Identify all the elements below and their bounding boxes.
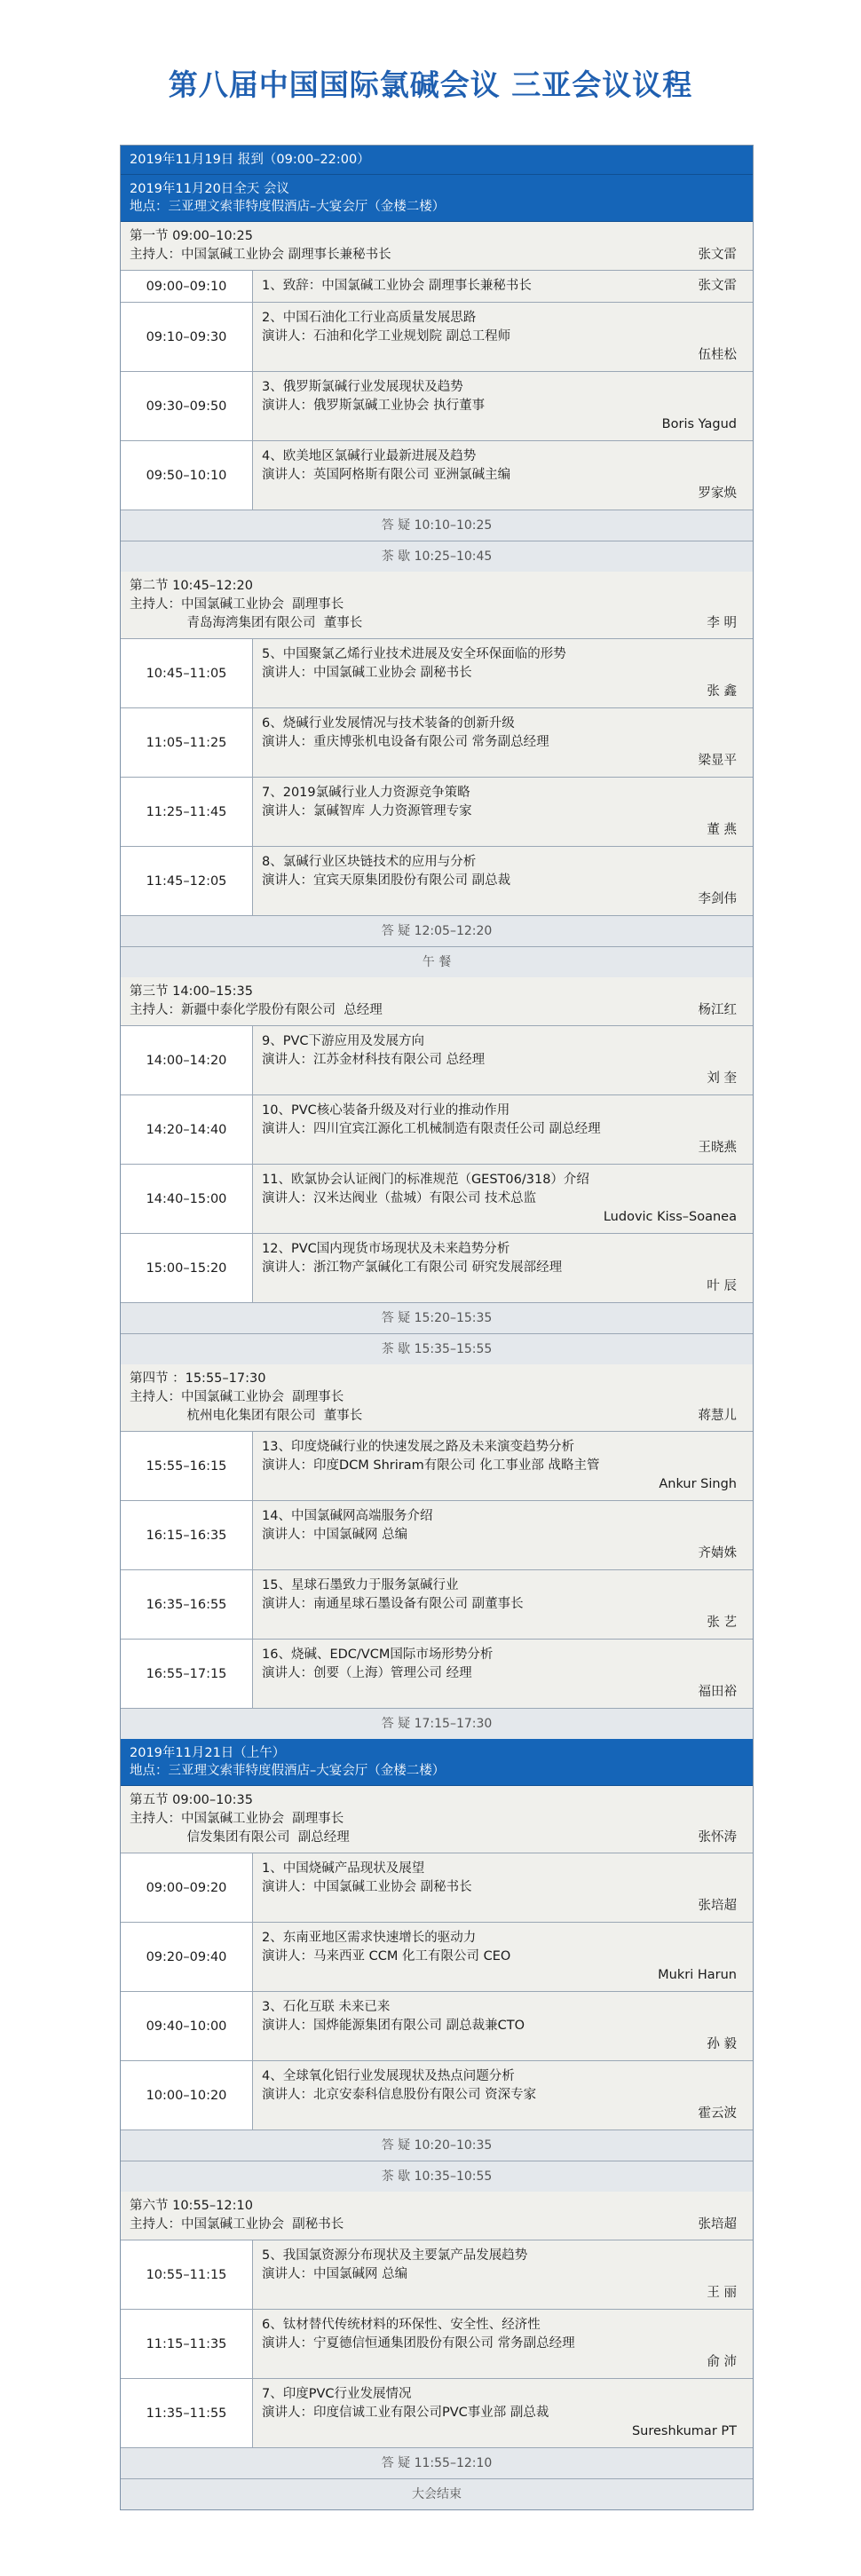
speaker-affiliation: 演讲人：中国氯碱工业协会 副秘书长	[262, 666, 472, 680]
host-text: 主持人：中国氯碱工业协会 副理事长	[130, 1812, 344, 1826]
talk-content	[253, 2240, 753, 2309]
qa-break: 答 疑 17:15–17:30	[121, 1709, 753, 1739]
talk-time: 14:00–14:20	[121, 1026, 253, 1094]
speaker-name: 齐婧姝	[698, 1546, 737, 1561]
qa-break: 答 疑 10:20–10:35	[121, 2130, 753, 2161]
talk-row	[121, 847, 753, 916]
speaker-affiliation: 演讲人：英国阿格斯有限公司 亚洲氯碱主编	[262, 468, 511, 482]
talk-title: 5、我国氯资源分布现状及主要氯产品发展趋势	[262, 2248, 528, 2263]
talk-title: 3、石化互联 未来已来	[262, 2000, 391, 2014]
talk-content	[253, 847, 753, 915]
speaker-line	[262, 466, 744, 485]
speaker-affiliation: 演讲人：江苏金材科技有限公司 总经理	[262, 1053, 486, 1067]
talk-time: 15:55–16:15	[121, 1432, 253, 1500]
section-header	[121, 977, 753, 1026]
section-header	[121, 222, 753, 271]
qa-break: 答 疑 12:05–12:20	[121, 916, 753, 947]
section-title: 第一节 09:00–10:25	[130, 229, 253, 243]
talk-row	[121, 441, 753, 510]
talk-time: 16:15–16:35	[121, 1501, 253, 1569]
talk-row	[121, 1570, 753, 1640]
speaker-affiliation: 演讲人：马来西亚 CCM 化工有限公司 CEO	[262, 1949, 511, 1964]
speaker-affiliation: 演讲人：北京安泰科信息股份有限公司 资深专家	[262, 2088, 537, 2102]
speaker-line	[262, 1120, 744, 1139]
talk-row	[121, 2061, 753, 2130]
speaker-name: 叶 辰	[707, 1279, 737, 1293]
talk-time: 14:40–15:00	[121, 1165, 253, 1233]
talk-content	[253, 2379, 753, 2447]
talk-title: 8、氯碱行业区块链技术的应用与分析	[262, 855, 477, 869]
day2-date: 2019年11月21日（上午）	[130, 1746, 286, 1760]
speaker-name: 王 丽	[707, 2286, 737, 2300]
registration-banner	[121, 146, 753, 175]
host-text: 主持人：中国氯碱工业协会 副秘书长	[130, 2217, 344, 2232]
speaker-name: Sureshkumar PT	[631, 2424, 737, 2438]
talk-title: 5、中国聚氯乙烯行业技术进展及安全环保面临的形势	[262, 647, 566, 661]
host-text: 主持人：中国氯碱工业协会 副理事长	[130, 1390, 344, 1404]
talk-time: 11:35–11:55	[121, 2379, 253, 2447]
talk-title: 6、钛材替代传统材料的环保性、安全性、经济性	[262, 2318, 541, 2332]
speaker-affiliation: 演讲人：氯碱智库 人力资源管理专家	[262, 804, 472, 818]
talk-time: 09:30–09:50	[121, 372, 253, 440]
speaker-affiliation: 演讲人：浙江物产氯碱化工有限公司 研究发展部经理	[262, 1260, 563, 1275]
speaker-name: 孙 毅	[707, 2037, 737, 2051]
talk-row	[121, 2379, 753, 2448]
talk-content	[253, 1234, 753, 1302]
host-text: 主持人：中国氯碱工业协会 副理事长	[130, 597, 344, 612]
talk-title: 2、东南亚地区需求快速增长的驱动力	[262, 1931, 477, 1945]
host-line	[130, 1001, 744, 1020]
talk-content	[253, 639, 753, 707]
speaker-name: 张 鑫	[707, 684, 737, 699]
talk-title: 3、俄罗斯氯碱行业发展现状及趋势	[262, 380, 463, 394]
host-line	[130, 2216, 744, 2234]
talk-time: 10:55–11:15	[121, 2240, 253, 2309]
section-title: 第五节 09:00–10:35	[130, 1793, 253, 1807]
host-name: 张文雷	[698, 248, 737, 262]
speaker-name: 霍云波	[698, 2106, 737, 2121]
speaker-name: 俞 沛	[707, 2355, 737, 2369]
speaker-affiliation: 演讲人：四川宜宾江源化工机械制造有限责任公司 副总经理	[262, 1122, 601, 1136]
speaker-line	[262, 1457, 744, 1475]
day1-banner	[121, 175, 753, 222]
talk-row	[121, 1095, 753, 1165]
talk-title-line	[262, 277, 744, 296]
talk-content	[253, 778, 753, 846]
tea-break: 茶 歇 10:35–10:55	[121, 2161, 753, 2192]
talk-title: 14、中国氯碱网高端服务介绍	[262, 1509, 433, 1523]
section-header	[121, 2192, 753, 2240]
talk-row	[121, 1853, 753, 1923]
day2-venue: 地点：三亚理文索菲特度假酒店–大宴会厅（金楼二楼）	[130, 1764, 446, 1778]
talk-content	[253, 2310, 753, 2378]
end-break: 大会结束	[121, 2479, 753, 2509]
host-name: 张怀涛	[698, 1830, 737, 1845]
talk-row	[121, 1992, 753, 2061]
talk-content	[253, 1432, 753, 1500]
day1-venue: 地点：三亚理文索菲特度假酒店–大宴会厅（金楼二楼）	[130, 200, 446, 214]
host-text: 青岛海湾集团有限公司 董事长	[130, 616, 363, 630]
speaker-name: 梁显平	[698, 754, 737, 768]
speaker-affiliation: 演讲人：石油和化学工业规划院 副总工程师	[262, 329, 511, 344]
tea-break: 茶 歇 10:25–10:45	[121, 541, 753, 572]
speaker-affiliation: 演讲人：印度信诚工业有限公司PVC事业部 副总裁	[262, 2406, 549, 2420]
talk-title: 4、欧美地区氯碱行业最新进展及趋势	[262, 449, 477, 463]
qa-break: 答 疑 10:10–10:25	[121, 510, 753, 541]
speaker-line	[262, 802, 744, 821]
tea-break: 茶 歇 15:35–15:55	[121, 1334, 753, 1364]
speaker-line	[262, 397, 744, 415]
talk-content	[253, 1992, 753, 2060]
speaker-affiliation: 演讲人：重庆博张机电设备有限公司 常务副总经理	[262, 735, 549, 749]
host-name: 张培超	[698, 2217, 737, 2232]
talk-row	[121, 271, 753, 303]
speaker-affiliation: 演讲人：南通星球石墨设备有限公司 副董事长	[262, 1597, 524, 1611]
speaker-line	[262, 1259, 744, 1277]
host-name: 李 明	[707, 616, 737, 630]
talk-title: 13、印度烧碱行业的快速发展之路及未来演变趋势分析	[262, 1440, 574, 1454]
talk-content	[253, 1570, 753, 1639]
speaker-name: 张 艺	[707, 1616, 737, 1630]
host-line	[130, 614, 744, 633]
talk-time: 09:00–09:20	[121, 1853, 253, 1922]
section-2	[121, 572, 753, 977]
section-title: 第三节 14:00–15:35	[130, 984, 253, 999]
speaker-name: 伍桂松	[698, 348, 737, 362]
talk-content	[253, 1165, 753, 1233]
talk-row	[121, 372, 753, 441]
host-text: 主持人：中国氯碱工业协会 副理事长兼秘书长	[130, 248, 391, 262]
speaker-line	[262, 2086, 744, 2105]
speaker-line	[262, 2404, 744, 2422]
talk-time: 11:15–11:35	[121, 2310, 253, 2378]
speaker-line	[262, 328, 744, 346]
speaker-name: 刘 奎	[707, 1071, 737, 1086]
speaker-affiliation: 演讲人：中国氯碱网 总编	[262, 2267, 408, 2281]
speaker-line	[262, 1051, 744, 1070]
speaker-line	[262, 733, 744, 752]
talk-title: 4、全球氧化铝行业发展现状及热点问题分析	[262, 2069, 515, 2083]
speaker-affiliation: 演讲人：国烨能源集团有限公司 副总裁兼CTO	[262, 2019, 525, 2033]
host-line	[130, 1388, 744, 1407]
speaker-affiliation: 演讲人：印度DCM Shriram有限公司 化工事业部 战略主管	[262, 1458, 600, 1473]
speaker-name: 李剑伟	[698, 892, 737, 906]
speaker-line	[262, 2265, 744, 2284]
talk-time: 10:00–10:20	[121, 2061, 253, 2130]
talk-title: 1、中国烧碱产品现状及展望	[262, 1861, 425, 1876]
talk-row	[121, 1026, 753, 1095]
talk-time: 09:00–09:10	[121, 271, 253, 302]
talk-title: 7、2019氯碱行业人力资源竞争策略	[262, 786, 470, 800]
talk-title: 9、PVC下游应用及发展方向	[262, 1034, 425, 1048]
talk-row	[121, 1640, 753, 1709]
speaker-line	[262, 1526, 744, 1545]
speaker-name: Ludovic Kiss–Soanea	[603, 1210, 737, 1224]
talk-title: 7、印度PVC行业发展情况	[262, 2387, 412, 2401]
host-line	[130, 596, 744, 614]
speaker-name: Ankur Singh	[659, 1477, 737, 1491]
talk-content	[253, 1026, 753, 1094]
speaker-line	[262, 1189, 744, 1208]
section-6	[121, 2192, 753, 2509]
speaker-line	[262, 1878, 744, 1897]
talk-time: 11:25–11:45	[121, 778, 253, 846]
talk-content	[253, 372, 753, 440]
talk-content	[253, 1501, 753, 1569]
host-line	[130, 1810, 744, 1829]
talk-title: 11、欧氯协会认证阀门的标准规范（GEST06/318）介绍	[262, 1173, 589, 1187]
talk-content	[253, 441, 753, 510]
talk-row	[121, 1923, 753, 1992]
day1-date: 2019年11月20日全天 会议	[130, 182, 289, 196]
talk-row	[121, 1432, 753, 1501]
host-line	[130, 1829, 744, 1847]
talk-title: 16、烧碱、EDC/VCM国际市场形势分析	[262, 1648, 494, 1662]
schedule-table	[120, 145, 754, 2510]
talk-row	[121, 708, 753, 778]
speaker-line	[262, 2335, 744, 2353]
talk-row	[121, 2310, 753, 2379]
talk-time: 10:45–11:05	[121, 639, 253, 707]
talk-content	[253, 2061, 753, 2130]
host-name: 杨江红	[698, 1003, 737, 1017]
talk-content	[253, 1640, 753, 1708]
speaker-line	[262, 1595, 744, 1614]
talk-time: 11:45–12:05	[121, 847, 253, 915]
speaker-affiliation: 演讲人：俄罗斯氯碱工业协会 执行董事	[262, 399, 486, 413]
talk-time: 09:10–09:30	[121, 303, 253, 371]
section-title: 第六节 10:55–12:10	[130, 2199, 253, 2213]
talk-title: 10、PVC核心装备升级及对行业的推动作用	[262, 1103, 510, 1118]
speaker-line	[262, 1948, 744, 1966]
host-line	[130, 246, 744, 265]
qa-break: 答 疑 11:55–12:10	[121, 2448, 753, 2479]
talk-time: 16:35–16:55	[121, 1570, 253, 1639]
registration-text: 2019年11月19日 报到（09:00–22:00）	[130, 153, 370, 167]
talk-row	[121, 778, 753, 847]
talk-content	[253, 271, 753, 302]
talk-title: 2、中国石油化工行业高质量发展思路	[262, 311, 477, 325]
section-5	[121, 1786, 753, 2192]
talk-content	[253, 303, 753, 371]
speaker-line	[262, 872, 744, 890]
talk-row	[121, 1501, 753, 1570]
section-1	[121, 222, 753, 572]
speaker-affiliation: 演讲人：中国氯碱工业协会 副秘书长	[262, 1880, 472, 1894]
section-3	[121, 977, 753, 1364]
section-header	[121, 1364, 753, 1432]
talk-time: 11:05–11:25	[121, 708, 253, 777]
talk-row	[121, 639, 753, 708]
talk-title: 1、致辞：中国氯碱工业协会 副理事长兼秘书长	[262, 279, 532, 293]
speaker-affiliation: 演讲人：中国氯碱网 总编	[262, 1528, 408, 1542]
talk-row	[121, 303, 753, 372]
speaker-line	[262, 2017, 744, 2035]
talk-content	[253, 708, 753, 777]
speaker-name: 罗家焕	[698, 486, 737, 501]
section-header	[121, 1786, 753, 1853]
speaker-name: 董 燕	[707, 823, 737, 837]
talk-time: 09:40–10:00	[121, 1992, 253, 2060]
host-text: 主持人：新疆中泰化学股份有限公司 总经理	[130, 1003, 383, 1017]
talk-content	[253, 1923, 753, 1991]
speaker-name: 张培超	[698, 1899, 737, 1913]
page-title: 第八届中国国际氯碱会议 三亚会议议程	[168, 67, 693, 102]
talk-row	[121, 1165, 753, 1234]
speaker-affiliation: 演讲人：创要（上海）管理公司 经理	[262, 1666, 472, 1680]
host-name: 蒋慧儿	[698, 1409, 737, 1423]
speaker-line	[262, 1664, 744, 1683]
speaker-name: 福田裕	[698, 1685, 737, 1699]
speaker-affiliation: 演讲人：宜宾天原集团股份有限公司 副总裁	[262, 873, 511, 888]
talk-time: 09:20–09:40	[121, 1923, 253, 1991]
talk-title: 15、星球石墨致力于服务氯碱行业	[262, 1578, 459, 1592]
speaker-line	[262, 664, 744, 683]
talk-row	[121, 2240, 753, 2310]
talk-time: 16:55–17:15	[121, 1640, 253, 1708]
talk-row	[121, 1234, 753, 1303]
qa-break: 答 疑 15:20–15:35	[121, 1303, 753, 1334]
lunch-break: 午 餐	[121, 947, 753, 977]
talk-content	[253, 1853, 753, 1922]
speaker-affiliation: 演讲人：宁夏德信恒通集团股份有限公司 常务副总经理	[262, 2336, 575, 2351]
talk-time: 15:00–15:20	[121, 1234, 253, 1302]
section-header	[121, 572, 753, 639]
talk-time: 09:50–10:10	[121, 441, 253, 510]
speaker-name: 张文雷	[698, 279, 737, 293]
host-text: 信发集团有限公司 副总经理	[130, 1830, 350, 1845]
talk-title: 6、烧碱行业发展情况与技术装备的创新升级	[262, 716, 515, 731]
talk-time: 14:20–14:40	[121, 1095, 253, 1164]
speaker-name: Mukri Harun	[658, 1968, 737, 1982]
section-title: 第四节 ：15:55–17:30	[130, 1371, 266, 1386]
day2-banner	[121, 1739, 753, 1786]
speaker-name: 王晓燕	[698, 1141, 737, 1155]
talk-content	[253, 1095, 753, 1164]
speaker-affiliation: 演讲人：汉米达阀业（盐城）有限公司 技术总监	[262, 1191, 537, 1205]
host-text: 杭州电化集团有限公司 董事长	[130, 1409, 363, 1423]
section-title: 第二节 10:45–12:20	[130, 579, 253, 593]
host-line	[130, 1407, 744, 1426]
section-4	[121, 1364, 753, 1739]
speaker-name: Boris Yagud	[661, 417, 737, 431]
talk-title: 12、PVC国内现货市场现状及未来趋势分析	[262, 1242, 510, 1256]
